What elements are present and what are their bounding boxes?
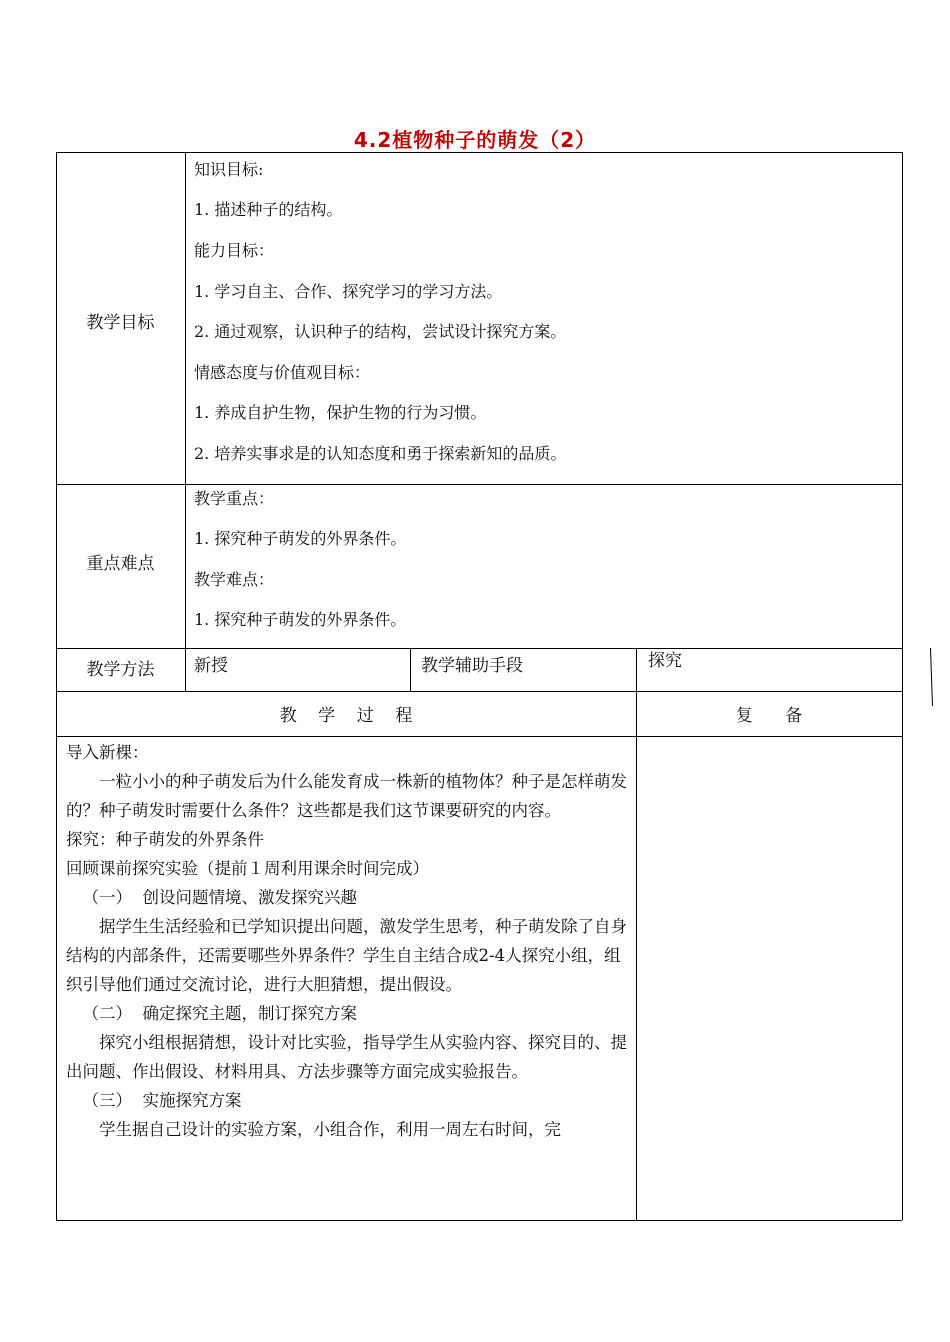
process-paragraph: 据学生生活经验和已学知识提出问题，激发学生思考，种子萌发除了自身结构的内部条件，还需要哪些外界条件？学生自主结合成2-4人探究小组，组织引导他们通过交流讨论，进行大胆猜想，提出假设。 <box>66 917 627 994</box>
process-header: 教 学 过 程 <box>279 706 413 726</box>
objectives-label: 教学目标 <box>86 313 155 333</box>
keypoints-label: 重点难点 <box>86 554 155 574</box>
keypoint-line: 1. 探究种子萌发的外界条件。 <box>194 529 407 548</box>
process-paragraph: 导入新棵： <box>66 743 149 762</box>
process-paragraph: （三） 实施探究方案 <box>82 1091 242 1110</box>
page-title: 4.2植物种子的萌发（2） <box>353 128 597 152</box>
process-paragraph: （二） 确定探究主题，制订探究方案 <box>82 1004 357 1023</box>
aids-label: 教学辅助手段 <box>421 656 523 676</box>
process-paragraph: 学生据自己设计的实验方案，小组合作，利用一周左右时间，完 <box>99 1120 561 1139</box>
process-paragraph: 回顾课前探究实验（提前１周利用课余时间完成） <box>66 859 429 878</box>
keypoint-line: 1. 探究种子萌发的外界条件。 <box>194 610 407 629</box>
keypoint-line: 教学难点： <box>194 570 275 589</box>
method-label: 教学方法 <box>86 660 155 680</box>
objective-line: 知识目标: <box>194 160 264 179</box>
objective-line: 1. 描述种子的结构。 <box>194 200 343 219</box>
aids-value: 探究 <box>648 651 682 671</box>
process-paragraph: （一） 创设问题情境、激发探究兴趣 <box>82 888 357 907</box>
objective-line: 1. 学习自主、合作、探究学习的学习方法。 <box>194 282 503 301</box>
process-paragraph: 一粒小小的种子萌发后为什么能发育成一株新的植物体？种子是怎样萌发的？种子萌发时需要什么条件？这些都是我们这节课要研究的内容。 <box>66 772 627 820</box>
method-value: 新授 <box>194 656 228 676</box>
process-paragraph: 探究：种子萌发的外界条件 <box>66 830 264 849</box>
objective-line: 2. 通过观察，认识种子的结构，尝试设计探究方案。 <box>194 322 567 341</box>
objective-line: 情感态度与价值观目标： <box>194 363 371 382</box>
keypoint-line: 教学重点： <box>194 489 275 508</box>
objective-line: 1. 养成自护生物，保护生物的行为习惯。 <box>194 403 487 422</box>
margin-mark <box>930 648 933 706</box>
process-body <box>66 738 632 1144</box>
objective-line: 能力目标： <box>194 241 275 260</box>
revision-header: 复 备 <box>735 706 803 726</box>
process-paragraph: 探究小组根据猜想，设计对比实验，指导学生从实验内容、探究目的、提出问题、作出假设、材料用具、方法步骤等方面完成实验报告。 <box>66 1033 627 1081</box>
objective-line: 2. 培养实事求是的认知态度和勇于探索新知的品质。 <box>194 444 567 463</box>
